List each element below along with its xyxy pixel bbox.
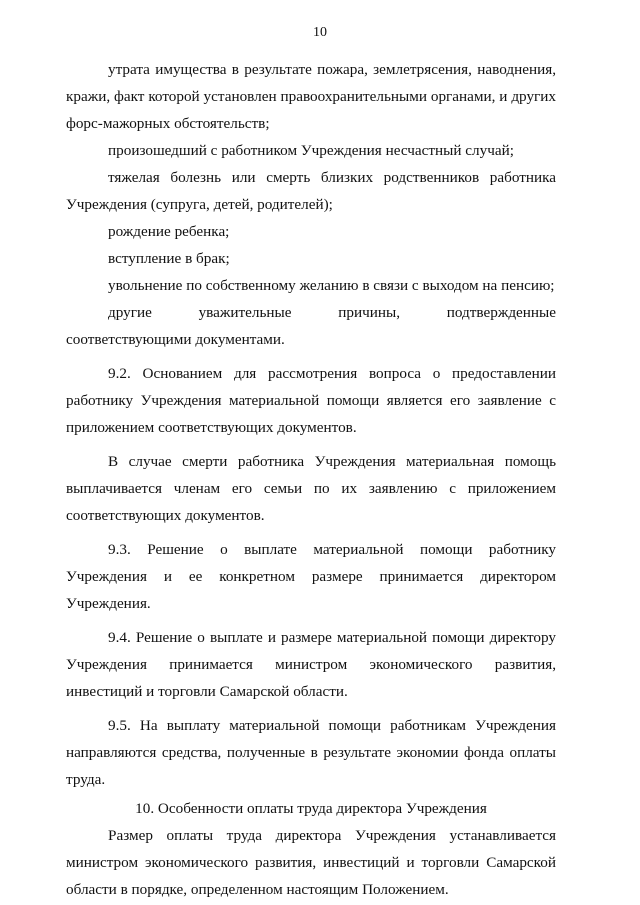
paragraph-9-2: 9.2. Основанием для рассмотрения вопроса о предоставлении работнику Учреждения материальной помощи является его заявление с приложением соответствующих документов. bbox=[66, 365, 556, 436]
paragraph-illness-death: тяжелая болезнь или смерть близких родственников работника Учреждения (супруга, детей, родителей); bbox=[66, 169, 556, 213]
paragraph-accident: произошедший с работником Учреждения несчастный случай; bbox=[108, 142, 514, 159]
paragraph-9-4: 9.4. Решение о выплате и размере материальной помощи директору Учреждения принимается министром экономического развития, инвестиций и торговли Самарской области. bbox=[66, 629, 556, 700]
paragraph-death-case: В случае смерти работника Учреждения материальная помощь выплачивается членам его семьи по их заявлению с приложением соответствующих документов. bbox=[66, 453, 556, 524]
page-body bbox=[66, 56, 556, 903]
paragraph-property-loss: утрата имущества в результате пожара, землетрясения, наводнения, кражи, факт которой установлен правоохранительными органами, и других форс-мажорных обстоятельств; bbox=[66, 61, 556, 132]
paragraph-other-reasons: другие уважительные причины, подтвержденные соответствующими документами. bbox=[66, 304, 556, 348]
paragraph-9-5: 9.5. На выплату материальной помощи работникам Учреждения направляются средства, полученные в результате экономии фонда оплаты труда. bbox=[66, 717, 556, 788]
section-heading: 10. Особенности оплаты труда директора Учреждения bbox=[135, 800, 487, 817]
paragraph-marriage: вступление в брак; bbox=[108, 250, 230, 267]
paragraph-9-3: 9.3. Решение о выплате материальной помощи работнику Учреждения и ее конкретном размере принимается директором Учреждения. bbox=[66, 541, 556, 612]
paragraph-retirement: увольнение по собственному желанию в связи с выходом на пенсию; bbox=[108, 277, 555, 294]
paragraph-childbirth: рождение ребенка; bbox=[108, 223, 230, 240]
page-number: 10 bbox=[313, 25, 327, 40]
section-paragraph: Размер оплаты труда директора Учреждения устанавливается министром экономического развития, инвестиций и торговли Самарской области в порядке, определенном настоящим Положением. bbox=[66, 827, 556, 898]
